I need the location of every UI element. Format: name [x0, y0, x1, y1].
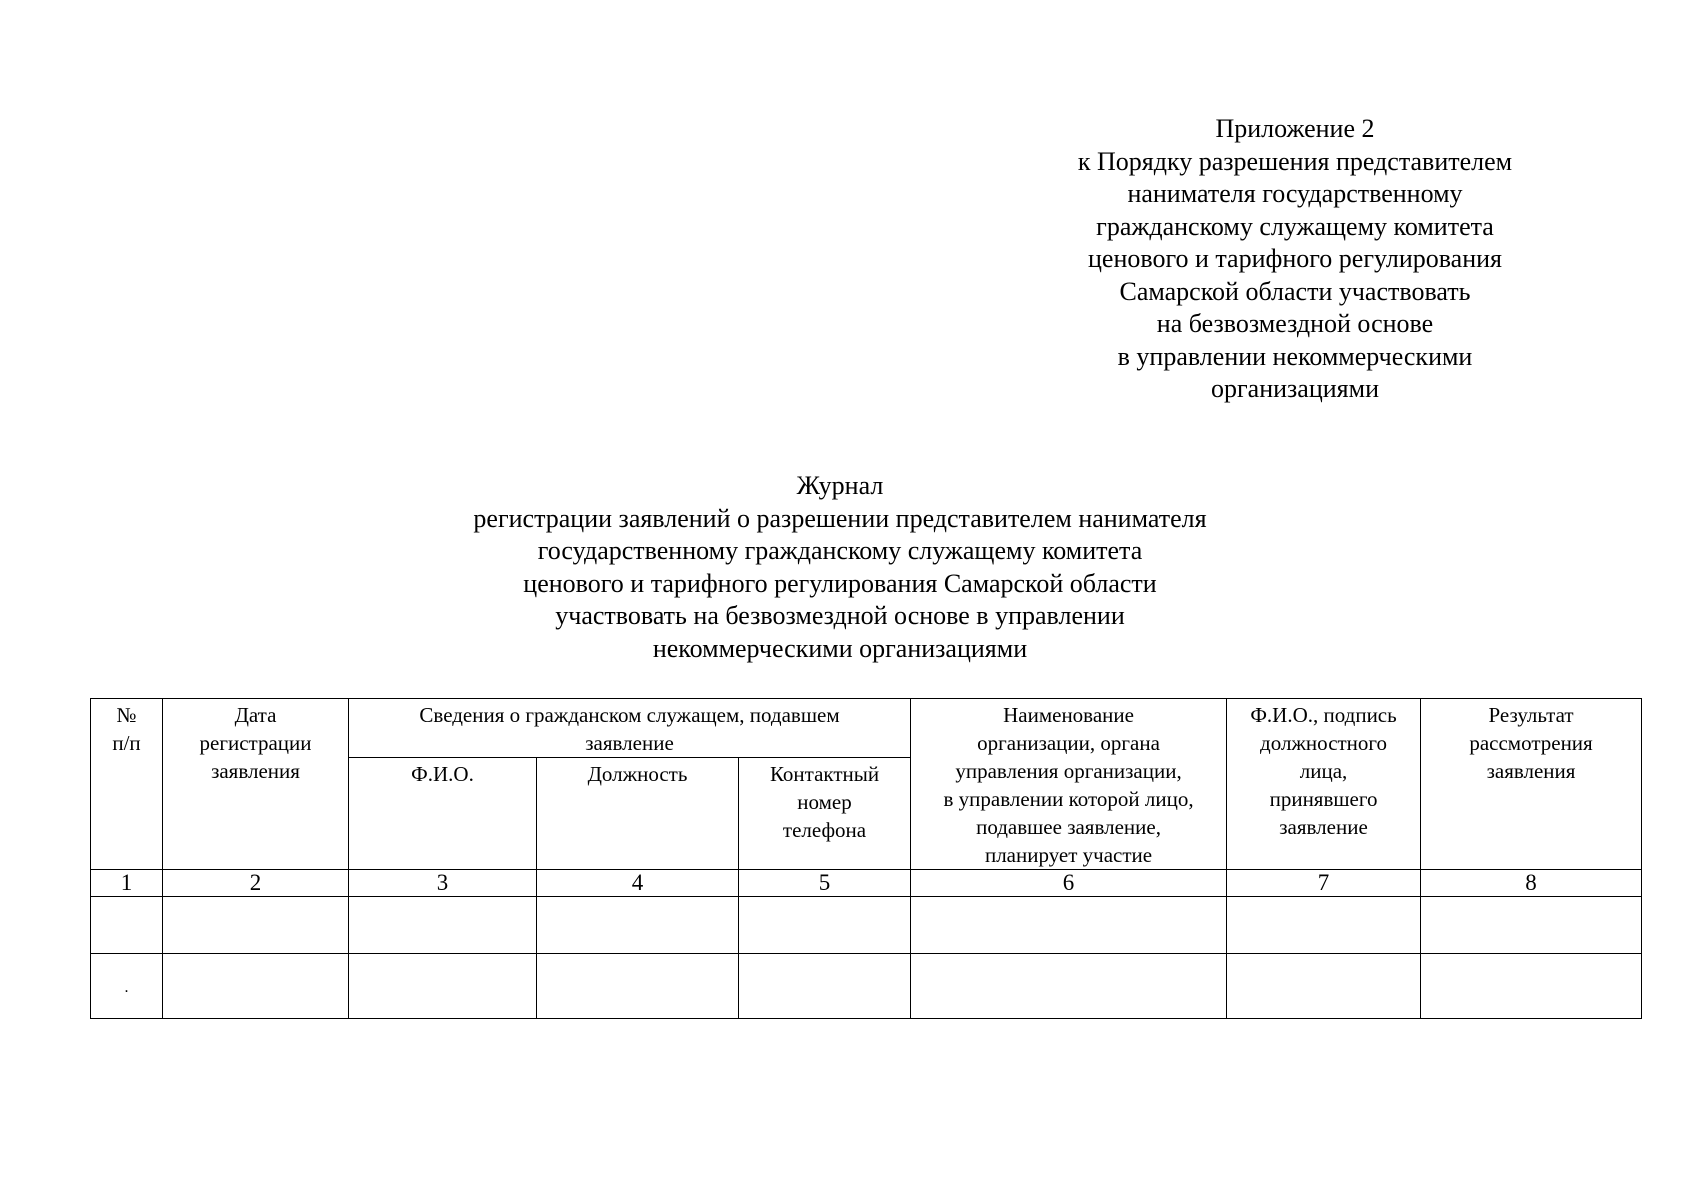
- column-number: 5: [739, 870, 911, 897]
- appendix-line: Самарской области участвовать: [1119, 276, 1471, 306]
- column-number: 3: [349, 870, 537, 897]
- table-cell: [911, 897, 1227, 954]
- appendix-block: [1030, 113, 1560, 406]
- table-cell: [163, 954, 349, 1019]
- table-cell: [1227, 954, 1421, 1019]
- journal-subtitle-line: некоммерческими организациями: [652, 633, 1028, 663]
- appendix-line: Приложение 2: [1215, 114, 1375, 143]
- table-cell: [349, 954, 537, 1019]
- header-fio: Ф.И.О.: [349, 758, 537, 870]
- table-cell: [163, 897, 349, 954]
- appendix-line: на безвозмездной основе: [1156, 309, 1434, 338]
- table-cell: [1421, 897, 1642, 954]
- header-servant-info: Сведения о гражданском служащем, подавшем заявление: [349, 699, 911, 758]
- table-cell: [739, 897, 911, 954]
- table-cell: [911, 954, 1227, 1019]
- journal-subtitle-line: государственному гражданскому служащему комитета: [537, 536, 1143, 565]
- table-row: [91, 954, 1642, 1019]
- registration-table: [90, 698, 1642, 1019]
- appendix-line: ценового и тарифного регулирования: [1087, 244, 1503, 273]
- header-phone: Контактный номер телефона: [739, 758, 911, 870]
- table-cell: [537, 897, 739, 954]
- journal-heading: [390, 470, 1290, 665]
- table-cell: [739, 954, 911, 1019]
- header-position: Должность: [537, 758, 739, 870]
- table-cell: [1421, 954, 1642, 1019]
- table-cell: [537, 954, 739, 1019]
- table-cell: [91, 897, 163, 954]
- header-organization: Наименование организации, органа управления организации, в управлении которой лицо, подавшее заявление, планирует участие: [911, 699, 1227, 870]
- column-number: 2: [163, 870, 349, 897]
- table-row: [91, 897, 1642, 954]
- table-cell: [91, 954, 163, 1019]
- column-number: 1: [91, 870, 163, 897]
- appendix-line: к Порядку разрешения представителем: [1077, 146, 1513, 176]
- appendix-line: в управлении некоммерческими: [1117, 341, 1473, 371]
- table-cell: [1227, 897, 1421, 954]
- column-number: 4: [537, 870, 739, 897]
- column-number: 8: [1421, 870, 1642, 897]
- row-mark: .: [124, 978, 129, 996]
- header-registration-date: Дата регистрации заявления: [163, 699, 349, 870]
- appendix-line: гражданскому служащему комитета: [1096, 211, 1494, 241]
- header-number: № п/п: [91, 699, 163, 870]
- column-number-row: [91, 870, 1642, 897]
- header-result: Результат рассмотрения заявления: [1421, 699, 1642, 870]
- column-number: 7: [1227, 870, 1421, 897]
- journal-title: Журнал: [796, 471, 884, 500]
- appendix-line: нанимателя государственному: [1127, 179, 1463, 208]
- table-cell: [349, 897, 537, 954]
- header-official: Ф.И.О., подпись должностного лица, принявшего заявление: [1227, 699, 1421, 870]
- column-number: 6: [911, 870, 1227, 897]
- journal-subtitle-line: регистрации заявлений о разрешении представителем нанимателя: [473, 503, 1207, 533]
- journal-subtitle-line: ценового и тарифного регулирования Самарской области: [523, 568, 1157, 598]
- journal-subtitle-line: участвовать на безвозмездной основе в управлении: [555, 601, 1125, 630]
- appendix-line: организациями: [1211, 374, 1379, 403]
